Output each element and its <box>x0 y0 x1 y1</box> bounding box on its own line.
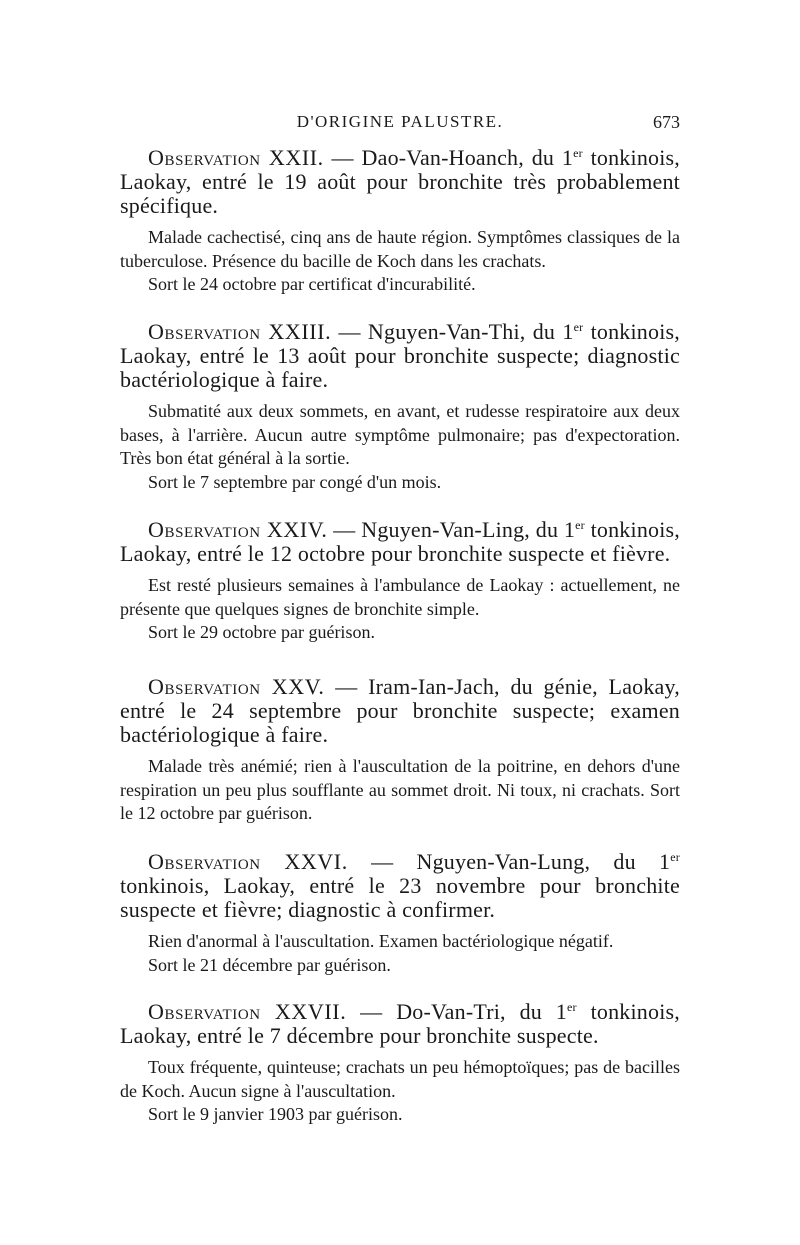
observation-heading <box>120 675 680 747</box>
observation-label: Observation XXVI. <box>148 849 348 874</box>
observation-xxvi <box>120 850 680 977</box>
observation-xxii <box>120 146 680 297</box>
superscript: er <box>573 146 583 160</box>
running-head-title: D'ORIGINE PALUSTRE. <box>296 112 504 131</box>
observation-label: Observation XXVII. <box>148 999 347 1024</box>
observation-body <box>120 1056 680 1127</box>
paragraph: Est resté plusieurs semaines à l'ambulance de Laokay : actuellement, ne présente que quelques signes de bronchite simple. <box>120 575 680 619</box>
observation-label: Observation XXIV. <box>148 517 328 542</box>
paragraph: Sort le 21 décembre par guérison. <box>148 954 391 975</box>
observation-body <box>120 226 680 297</box>
heading-text: — Nguyen-Van-Lung, du 1 <box>347 849 671 874</box>
paragraph: Malade très anémié; rien à l'auscultation de la poitrine, en dehors d'une respiration un peu plus soufflante au sommet droit. Ni toux, ni crachats. Sort le 12 octobre par guérison. <box>120 756 680 823</box>
superscript: er <box>573 320 584 334</box>
heading-text: tonkinois, Laokay, entré le 12 octobre pour bronchite suspecte et fièvre. <box>120 517 680 566</box>
observation-xxiii <box>120 320 680 494</box>
superscript: er <box>567 1000 577 1014</box>
heading-text: — Nguyen-Van-Thi, du 1 <box>331 319 574 344</box>
observation-body <box>120 400 680 494</box>
observation-xxv <box>120 675 680 826</box>
superscript: er <box>575 518 585 532</box>
observation-heading <box>120 320 680 392</box>
observation-heading <box>120 146 680 218</box>
observation-body <box>120 930 680 977</box>
paragraph: Sort le 9 janvier 1903 par guérison. <box>148 1104 403 1124</box>
observation-label: Observation XXV. <box>148 674 325 699</box>
observation-xxiv <box>120 518 680 645</box>
paragraph: Malade cachectisé, cinq ans de haute région. Symptômes classiques de la tuberculose. Présence du bacille de Koch dans les crachats. <box>120 227 680 271</box>
observation-body <box>120 574 680 645</box>
heading-text: tonkinois, Laokay, entré le 7 décembre pour bronchite suspecte. <box>120 999 680 1048</box>
observation-label: Observation XXII. <box>148 145 324 170</box>
heading-text: tonkinois, Laokay, entré le 23 novembre pour bronchite suspecte et fièvre; diagnostic à confirmer. <box>120 873 680 922</box>
observation-heading <box>120 850 680 922</box>
heading-text: — Dao-Van-Hoanch, du 1 <box>323 145 574 170</box>
observation-heading <box>120 518 680 566</box>
paragraph: Rien d'anormal à l'auscultation. Examen bactériologique négatif. <box>148 931 614 951</box>
paragraph: Sort le 29 octobre par guérison. <box>148 622 375 642</box>
observation-xxvii <box>120 1000 680 1127</box>
heading-text: — Iram-Ian-Jach, du génie, Laokay, entré le 24 septembre pour bronchite suspecte; examen bactériologique à faire. <box>120 674 680 747</box>
observation-body <box>120 755 680 826</box>
heading-text: tonkinois, Laokay, entré le 13 août pour bronchite suspecte; diagnostic bactériologique à faire. <box>120 319 680 392</box>
heading-text: — Nguyen-Van-Ling, du 1 <box>327 517 576 542</box>
paragraph: Submatité aux deux sommets, en avant, et rudesse respiratoire aux deux bases, à l'arrière. Aucun autre symptôme pulmonaire; pas d'expectoration. Très bon état général à la sortie. <box>120 401 680 468</box>
heading-text: — Do-Van-Tri, du 1 <box>346 999 568 1024</box>
paragraph: Sort le 7 septembre par congé d'un mois. <box>148 471 442 492</box>
page-number: 673 <box>653 112 680 132</box>
observation-heading <box>120 1000 680 1048</box>
running-head <box>120 112 680 136</box>
paragraph: Toux fréquente, quinteuse; crachats un peu hémoptoïques; pas de bacilles de Koch. Aucun signe à l'auscultation. <box>120 1057 680 1101</box>
paragraph: Sort le 24 octobre par certificat d'incurabilité. <box>148 274 476 294</box>
observation-label: Observation XXIII. <box>148 319 332 344</box>
heading-text: tonkinois, Laokay, entré le 19 août pour bronchite très probablement spécifique. <box>120 145 680 218</box>
superscript: er <box>670 850 680 864</box>
